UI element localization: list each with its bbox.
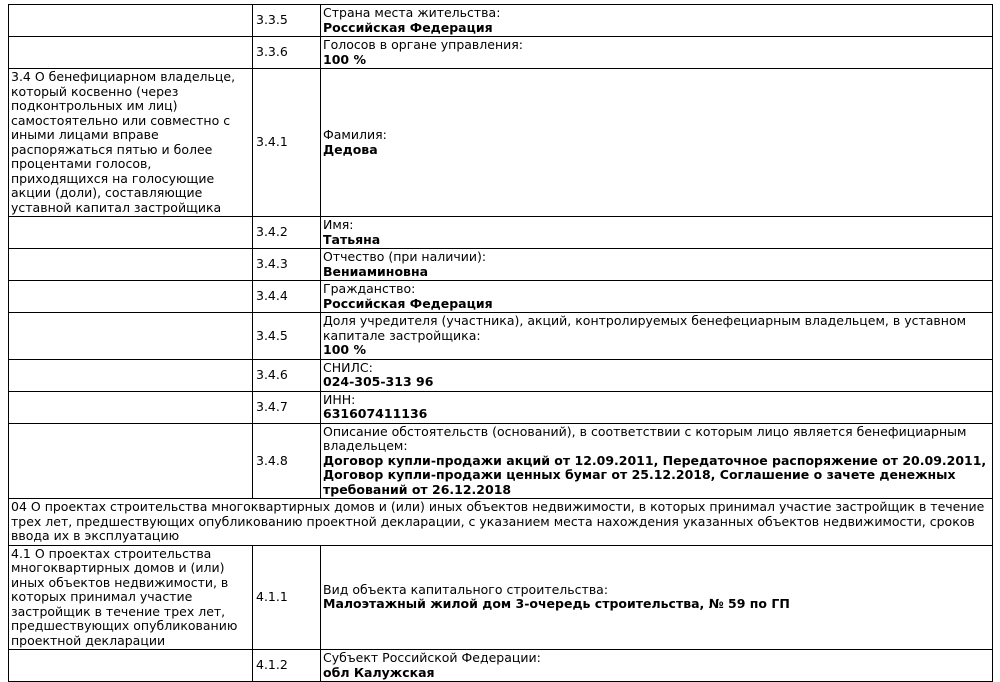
table-row	[9, 5, 993, 37]
row-value: 100 %	[323, 51, 366, 67]
row-label: Имя:	[323, 217, 354, 232]
row-value: 024-305-313 96	[323, 374, 434, 389]
row-value-cell	[321, 391, 993, 423]
row-value: 100 %	[323, 342, 366, 357]
row-label: Фамилия:	[323, 127, 387, 142]
row-value-cell	[321, 359, 993, 391]
row-value: Малоэтажный жилой дом 3-очередь строительства, № 59 по ГП	[323, 596, 790, 612]
table-row	[9, 313, 993, 360]
section-cell-empty	[9, 281, 253, 313]
row-label: Голосов в органе управления:	[323, 37, 523, 52]
row-label: Отчество (при наличии):	[323, 249, 487, 264]
row-value-cell	[321, 217, 993, 249]
row-label: СНИЛС:	[323, 359, 373, 375]
table-row	[9, 499, 993, 546]
row-value-cell	[321, 37, 993, 69]
row-code: 3.3.5	[253, 5, 321, 37]
row-label: Описание обстоятельств (оснований), в соответствии с которым лицо является бенефициарным владельцем:	[323, 423, 967, 453]
section-cell-empty	[9, 249, 253, 281]
row-code: 3.4.1	[253, 69, 321, 217]
section-cell-empty	[9, 359, 253, 391]
section-04-title: 04 О проектах строительства многоквартирных домов и (или) иных объектов недвижимости, в которых принимал участие застройщик в течение трех лет, предшествующих опубликованию проектной декларации, с указанием места нахождения указанных объектов недвижимости, сроков ввода их в эксплуатацию	[9, 499, 993, 546]
section-cell-empty	[9, 423, 253, 499]
section-cell-empty	[9, 37, 253, 69]
row-label: Субъект Российской Федерации:	[323, 650, 541, 665]
declaration-table	[8, 4, 993, 682]
row-label: ИНН:	[323, 391, 356, 407]
row-value-cell	[321, 313, 993, 360]
row-value-cell	[321, 5, 993, 37]
row-value-cell	[321, 69, 993, 217]
table-row	[9, 37, 993, 69]
table-row	[9, 281, 993, 313]
row-value: Российская Федерация	[323, 19, 493, 35]
table-row	[9, 359, 993, 391]
row-value: обл Калужская	[323, 664, 435, 680]
row-value: Татьяна	[323, 231, 381, 247]
row-code: 3.4.8	[253, 423, 321, 499]
row-value: 631607411136	[323, 406, 428, 421]
row-label: Вид объекта капитального строительства:	[323, 581, 609, 597]
row-value-cell	[321, 423, 993, 499]
row-code: 3.4.7	[253, 391, 321, 423]
row-code: 3.4.3	[253, 249, 321, 281]
table-row	[9, 217, 993, 249]
row-code: 4.1.1	[253, 545, 321, 650]
row-value-cell	[321, 650, 993, 682]
row-label: Доля учредителя (участника), акций, контролируемых бенефециарным владельцем, в уставном капитале застройщика:	[323, 313, 967, 343]
row-value: Вениаминовна	[323, 263, 429, 279]
section-3-4-title: 3.4 О бенефициарном владельце, который косвенно (через подконтрольных им лиц) самостоятельно или совместно с иными лицами вправе распоряжаться пятью и более процентами голосов, приходящихся на голосующие акции (доли), составляющие уставной капитал застройщика	[9, 69, 253, 217]
section-cell-empty	[9, 217, 253, 249]
row-code: 3.3.6	[253, 37, 321, 69]
row-code: 3.4.2	[253, 217, 321, 249]
table-row	[9, 69, 993, 217]
row-value: Договор купли-продажи акций от 12.09.2011, Передаточное распоряжение от 20.09.2011, Договор купли-продажи ценных бумаг от 25.12.2018, Соглашение о зачете денежных требований от 26.12.2018	[323, 452, 987, 497]
row-code: 3.4.5	[253, 313, 321, 360]
row-value-cell	[321, 249, 993, 281]
row-code: 3.4.6	[253, 359, 321, 391]
row-label: Страна места жительства:	[323, 5, 501, 20]
table-row	[9, 650, 993, 682]
row-value: Дедова	[323, 141, 378, 157]
table-row	[9, 423, 993, 499]
table-row	[9, 545, 993, 650]
section-cell-empty	[9, 391, 253, 423]
section-4-1-title: 4.1 О проектах строительства многоквартирных домов и (или) иных объектов недвижимости, в которых принимал участие застройщик в течение трех лет, предшествующих опубликованию проектной декларации	[9, 545, 253, 650]
row-value: Российская Федерация	[323, 295, 493, 311]
section-cell-empty	[9, 313, 253, 360]
table-row	[9, 391, 993, 423]
row-value-cell	[321, 281, 993, 313]
row-code: 3.4.4	[253, 281, 321, 313]
section-cell-empty	[9, 650, 253, 682]
table-row	[9, 249, 993, 281]
section-cell-empty	[9, 5, 253, 37]
row-label: Гражданство:	[323, 281, 416, 296]
row-value-cell	[321, 545, 993, 650]
row-code: 4.1.2	[253, 650, 321, 682]
